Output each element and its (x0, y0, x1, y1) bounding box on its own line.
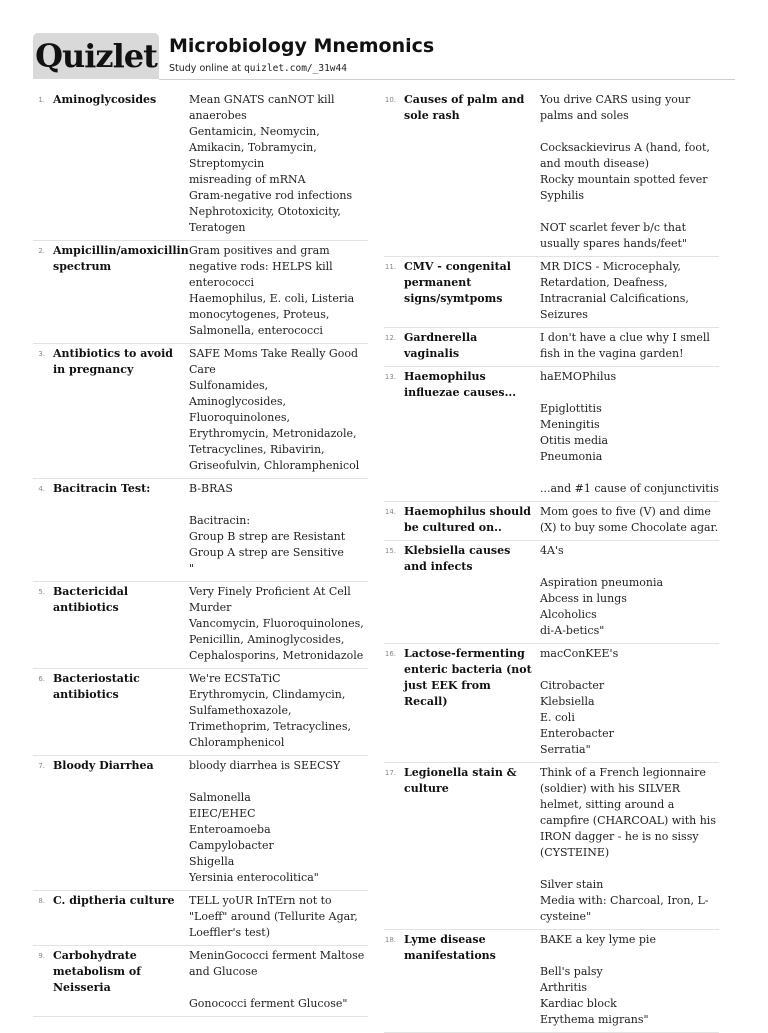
card-term-cell (45, 758, 189, 886)
card-number: 10. (384, 96, 396, 104)
card-term: Lyme disease manifestations (404, 933, 496, 962)
flashcard-row (33, 582, 368, 669)
card-term: Bacitracin Test: (53, 482, 151, 495)
quizlet-logo: Quizlet (33, 33, 159, 79)
card-definition: bloody diarrhea is SEECSY Salmonella EIEC/EHEC Enteroamoeba Campylobacter Shigella Yersinia enterocolitica" (189, 759, 341, 884)
flashcard-row (384, 90, 719, 257)
card-term: Gardnerella vaginalis (404, 331, 478, 360)
card-number: 1. (38, 96, 45, 104)
header-divider (159, 79, 735, 80)
card-definition: Mean GNATS canNOT kill anaerobes Gentamicin, Neomycin, Amikacin, Tobramycin, Streptomycin misreading of mRNA Gram-negative rod infections Nephrotoxicity, Ototoxicity, Teratogen (189, 93, 353, 234)
card-term-cell (396, 259, 540, 323)
card-term: Bactericidal antibiotics (53, 585, 129, 614)
card-number: 16. (384, 650, 396, 658)
card-number: 5. (38, 588, 45, 596)
flashcard-row (384, 502, 719, 541)
card-definition: B-BRAS Bacitracin: Group B strep are Resistant Group A strep are Sensitive " (189, 482, 346, 575)
flashcard-row (33, 479, 368, 582)
card-term-cell (45, 346, 189, 474)
flashcard-row (384, 763, 719, 930)
card-definition: MeninGococci ferment Maltose and Glucose Gonococci ferment Glucose" (189, 949, 365, 1010)
card-term: Ampicillin/amoxicillin spectrum (53, 244, 189, 273)
card-term-cell (45, 671, 189, 751)
card-definition: Very Finely Proficient At Cell Murder Vancomycin, Fluoroquinolones, Penicillin, Aminoglycosides, Cephalosporins, Metronidazole (189, 585, 364, 662)
flashcard-row (33, 344, 368, 479)
card-term: Haemophilus should be cultured on.. (404, 505, 531, 534)
card-term-cell (45, 243, 189, 339)
flashcard-row (33, 90, 368, 241)
left-column (33, 90, 368, 1017)
flashcard-row (33, 669, 368, 756)
subtitle-url[interactable]: quizlet.com/_31w44 (244, 63, 347, 74)
card-number: 3. (38, 350, 45, 358)
card-term: CMV - congenital permanent signs/symtpoms (404, 260, 511, 305)
card-definition: 4A's Aspiration pneumonia Abcess in lungs Alcoholics di-A-betics" (540, 544, 664, 637)
card-term: Aminoglycosides (53, 93, 157, 106)
card-definition: We're ECSTaTiC Erythromycin, Clindamycin, Sulfamethoxazole, Trimethoprim, Tetracyclines, Chloramphenicol (189, 672, 351, 749)
card-definition: Mom goes to five (V) and dime (X) to buy some Chocolate agar. (540, 505, 719, 534)
card-definition: Think of a French legionnaire (soldier) with his SILVER helmet, sitting around a campfire (CHARCOAL) with his IRON dagger - he is no sissy (CYSTEINE) Silver stain Media with: Charcoal, Iron, L-cysteine" (540, 766, 716, 923)
flashcard-row (384, 541, 719, 644)
right-column (384, 90, 719, 1033)
flashcard-row (384, 644, 719, 763)
card-term-cell (45, 893, 189, 941)
card-number: 9. (38, 952, 45, 960)
card-number: 7. (38, 762, 45, 770)
card-term-cell (396, 330, 540, 362)
card-term-cell (396, 369, 540, 497)
card-definition: Gram positives and gram negative rods: HELPS kill enterococci Haemophilus, E. coli, Listeria monocytogenes, Proteus, Salmonella, enterococci (189, 244, 355, 337)
card-number: 11. (384, 263, 396, 271)
card-term-cell (396, 765, 540, 925)
card-term-cell (45, 584, 189, 664)
card-term-cell (396, 504, 540, 536)
card-term-cell (45, 481, 189, 577)
card-number: 15. (384, 547, 396, 555)
card-term: Klebsiella causes and infects (404, 544, 511, 573)
card-term-cell (396, 92, 540, 252)
flashcard-row (33, 241, 368, 344)
card-definition: macConKEE's Citrobacter Klebsiella E. coli Enterobacter Serratia" (540, 647, 619, 756)
card-number: 8. (38, 897, 45, 905)
card-number: 4. (38, 485, 45, 493)
flashcard-row (33, 891, 368, 946)
card-term: Haemophilus influezae causes... (404, 370, 517, 399)
card-definition: MR DICS - Microcephaly, Retardation, Deafness, Intracranial Calcifications, Seizures (540, 260, 693, 321)
card-term-cell (396, 543, 540, 639)
card-definition: SAFE Moms Take Really Good Care Sulfonamides, Aminoglycosides, Fluoroquinolones, Erythromycin, Metronidazole, Tetracyclines, Ribavirin, Griseofulvin, Chloramphenicol (189, 347, 360, 472)
card-term: Lactose-fermenting enteric bacteria (not just EEK from Recall) (404, 647, 532, 708)
page-title: Microbiology Mnemonics (169, 35, 435, 57)
card-number: 12. (384, 334, 396, 342)
card-term-cell (45, 92, 189, 236)
flashcard-row (384, 930, 719, 1033)
card-definition: haEMOPhilus Epiglottitis Meningitis Otitis media Pneumonia ...and #1 cause of conjunctivitis (540, 370, 719, 495)
card-definition: You drive CARS using your palms and soles Cocksackievirus A (hand, foot, and mouth disease) Rocky mountain spotted fever Syphilis NOT scarlet fever b/c that usually spares hands/feet" (540, 93, 710, 250)
card-definition: BAKE a key lyme pie Bell's palsy Arthritis Kardiac block Erythema migrans" (540, 933, 656, 1026)
card-term: C. diptheria culture (53, 894, 175, 907)
card-definition: TELL yoUR InTErn not to "Loeff" around (Tellurite Agar, Loeffler's test) (189, 894, 362, 939)
card-term: Antibiotics to avoid in pregnancy (53, 347, 173, 376)
card-number: 17. (384, 769, 396, 777)
card-term-cell (396, 932, 540, 1028)
card-term: Bacteriostatic antibiotics (53, 672, 140, 701)
card-number: 13. (384, 373, 396, 381)
card-term: Bloody Diarrhea (53, 759, 154, 772)
flashcard-row (384, 257, 719, 328)
card-term: Causes of palm and sole rash (404, 93, 525, 122)
card-number: 6. (38, 675, 45, 683)
flashcard-row (384, 367, 719, 502)
card-term-cell (396, 646, 540, 758)
flashcard-row (33, 756, 368, 891)
flashcard-row (33, 946, 368, 1017)
card-term: Legionella stain & culture (404, 766, 517, 795)
card-term: Carbohydrate metabolism of Neisseria (53, 949, 141, 994)
card-definition: I don't have a clue why I smell fish in the vagina garden! (540, 331, 714, 360)
flashcard-row (384, 328, 719, 367)
page-header (33, 33, 735, 79)
subtitle-prefix: Study online at (169, 63, 245, 74)
card-number: 14. (384, 508, 396, 516)
card-number: 2. (38, 247, 45, 255)
card-number: 18. (384, 936, 396, 944)
card-term-cell (45, 948, 189, 1012)
study-online-line (169, 63, 347, 74)
